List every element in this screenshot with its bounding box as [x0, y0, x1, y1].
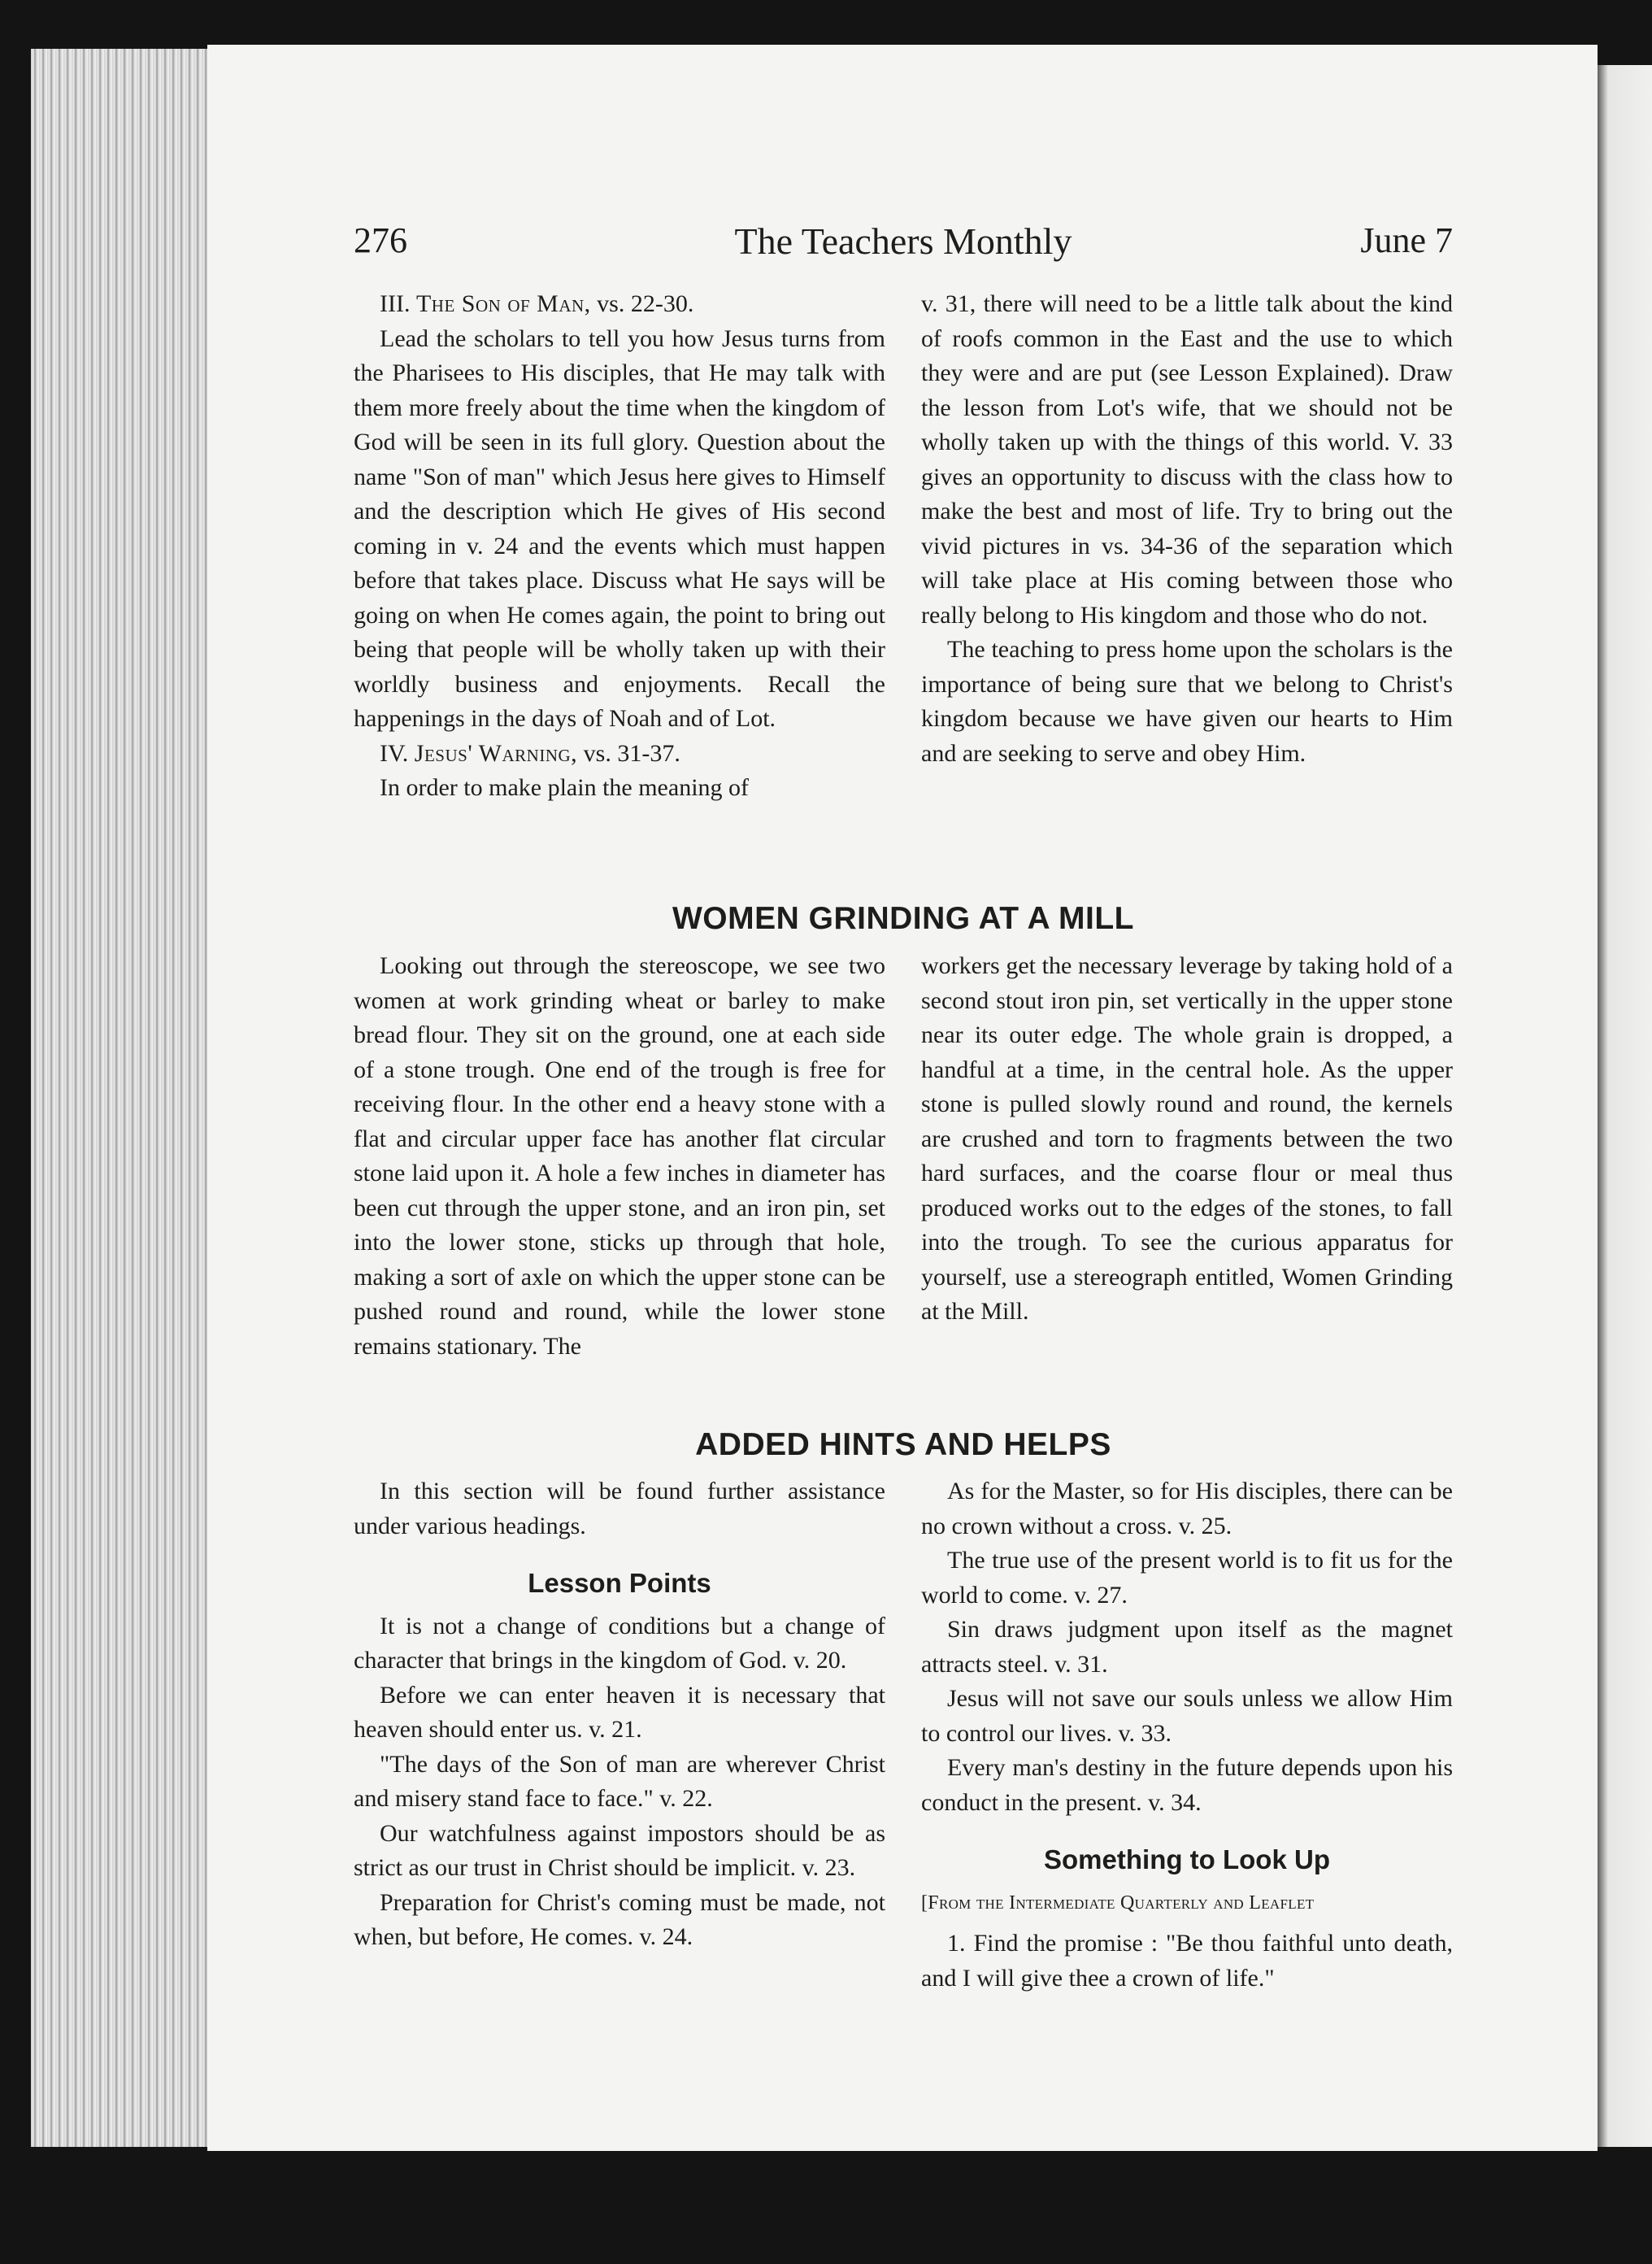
mill-right-column: [921, 949, 1453, 1330]
paragraph: Lead the scholars to tell you how Jesus turns from the Pharisees to His disciples, that He may talk with them more freely about the time when the kingdom of God will be seen in its full glory. Question about the name "Son of man" which Jesus here gives to Himself and the description which He gives of His second coming in v. 24 and the events which must happen before that takes place. Discuss what He says will be going on when He comes again, the point to bring out being that people will be wholly taken up with their worldly business and enjoyments. Recall the happenings in the days of Noah and of Lot.: [354, 324, 885, 732]
hints-left-column: [354, 1474, 885, 1955]
added-hints-heading: ADDED HINTS AND HELPS: [695, 1427, 1111, 1462]
page-stack-edges: [31, 49, 210, 2147]
section-heading-iii: III. The Son of Man, vs. 22-30.: [380, 290, 694, 317]
lesson-point: Sin draws judgment upon itself as the magnet attracts steel. v. 31.: [921, 1616, 1453, 1678]
journal-title: The Teachers Monthly: [734, 220, 1072, 262]
book-page: [207, 45, 1598, 2151]
lesson-point: Our watchfulness against impostors should be as strict as our trust in Christ should be implicit. v. 23.: [354, 1819, 885, 1881]
lesson-point: As for the Master, so for His disciples, there can be no crown without a cross. v. 25.: [921, 1478, 1453, 1539]
lesson-point: "The days of the Son of man are wherever Christ and misery stand face to face." v. 22.: [354, 1750, 885, 1812]
look-up-item: 1. Find the promise : "Be thou faithful unto death, and I will give thee a crown of life.": [921, 1930, 1453, 1992]
lesson-point: Every man's destiny in the future depends upon his conduct in the present. v. 34.: [921, 1754, 1453, 1816]
running-header: [354, 220, 1453, 285]
lesson-point: Preparation for Christ's coming must be made, not when, but before, He comes. v. 24.: [354, 1888, 885, 1950]
look-up-source: [From the Intermediate Quarterly and Leaflet: [921, 1892, 1315, 1914]
section-heading-iv: IV. Jesus' Warning, vs. 31-37.: [380, 739, 680, 767]
top-left-column: [354, 287, 885, 806]
paragraph: v. 31, there will need to be a little talk about the kind of roofs common in the East and the use to which they were and are put (see Lesson Explained). Draw the lesson from Lot's wife, that we should not be wholly taken up with the things of this world. V. 33 gives an opportunity to discuss with the class how to make the best and most of life. Try to bring out the vivid pictures in vs. 34-36 of the separation which will take place at His coming between those who really belong to His kingdom and those who do not.: [921, 290, 1453, 629]
lesson-points-heading: Lesson Points: [528, 1568, 711, 1598]
look-up-heading: Something to Look Up: [1044, 1844, 1330, 1874]
paragraph: The teaching to press home upon the scholars is the importance of being sure that we belong to Christ's kingdom because we have given our hearts to Him and are seeking to serve and obey Him.: [921, 636, 1453, 767]
issue-date: June 7: [1360, 220, 1453, 260]
lesson-point: It is not a change of conditions but a change of character that brings in the kingdom of God. v. 20.: [354, 1612, 885, 1674]
paragraph: workers get the necessary leverage by taking hold of a second stout iron pin, set vertically in the upper stone near its outer edge. The whole grain is dropped, a handful at a time, in the central hole. As the upper stone is pulled slowly round and round, the kernels are crushed and torn to fragments between the two hard surfaces, and the coarse flour or meal thus produced works out to the edges of the stones, to fall into the trough. To see the curious apparatus for yourself, use a stereograph entitled, Women Grinding at the Mill.: [921, 952, 1453, 1325]
lesson-point: Jesus will not save our souls unless we allow Him to control our lives. v. 33.: [921, 1685, 1453, 1747]
page-number: 276: [354, 220, 407, 260]
paragraph: Looking out through the stereoscope, we see two women at work grinding wheat or barley to make bread flour. They sit on the ground, one at each side of a stone trough. One end of the trough is free for receiving flour. In the other end a heavy stone with a flat and circular upper face has another flat circular stone laid upon it. A hole a few inches in diameter has been cut through the upper stone, and an iron pin, set into the lower stone, sticks up through that hole, making a sort of axle on which the upper stone can be pushed round and round, while the lower stone remains stationary. The: [354, 952, 885, 1360]
women-grinding-heading: WOMEN GRINDING AT A MILL: [672, 901, 1135, 936]
hints-right-column: [921, 1474, 1453, 1996]
lesson-point: The true use of the present world is to fit us for the world to come. v. 27.: [921, 1547, 1453, 1609]
lesson-point: Before we can enter heaven it is necessary that heaven should enter us. v. 21.: [354, 1681, 885, 1743]
paragraph: In order to make plain the meaning of: [380, 774, 750, 801]
mill-left-column: [354, 949, 885, 1364]
top-right-column: [921, 287, 1453, 771]
paragraph: In this section will be found further assistance under various headings.: [354, 1478, 885, 1539]
facing-page-edge: [1593, 65, 1652, 2147]
